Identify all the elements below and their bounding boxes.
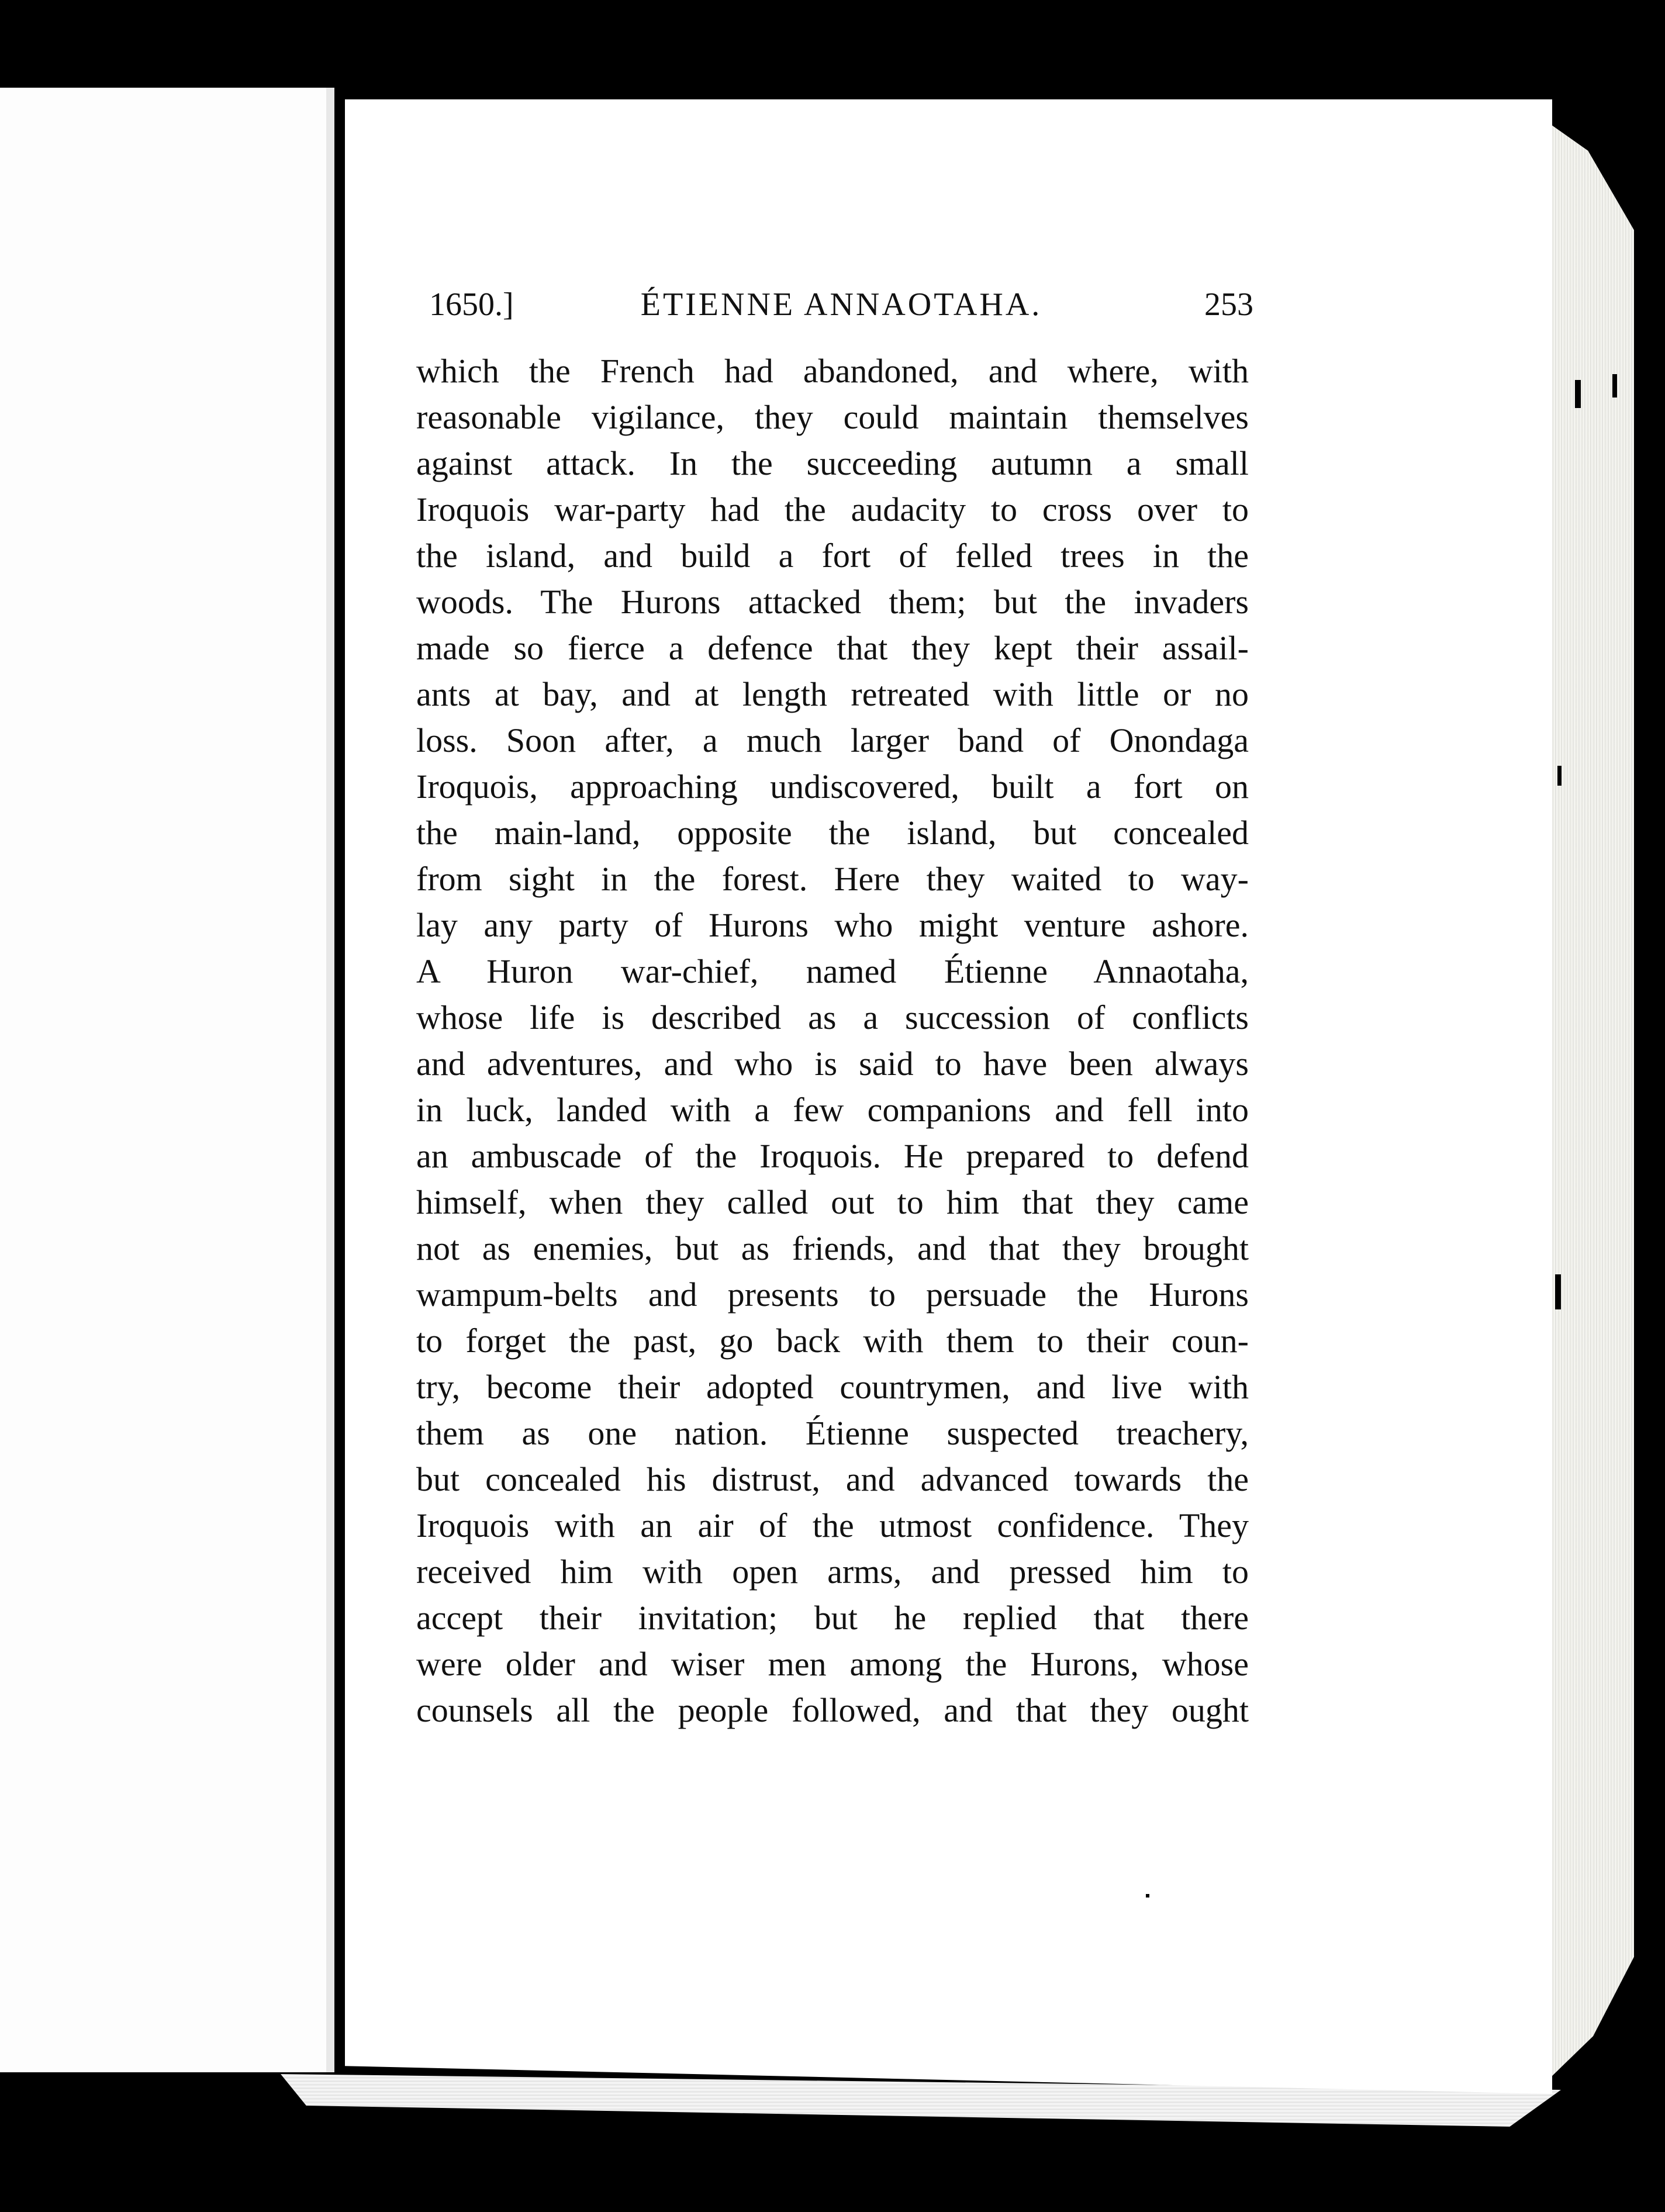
body-text-line: the island, and build a fort of felled trees in the — [416, 537, 1249, 575]
body-text-line: and adventures, and who is said to have been always — [416, 1045, 1249, 1083]
body-text-line: wampum-belts and presents to persuade the Hurons — [416, 1276, 1249, 1314]
chapter-title: ÉTIENNE ANNAOTAHA. — [640, 286, 1042, 323]
scan-speck — [1575, 380, 1581, 408]
page-number: 253 — [1204, 286, 1253, 323]
body-text-line: from sight in the forest. Here they waited to way- — [416, 860, 1249, 898]
scan-speck — [1557, 766, 1562, 786]
running-head — [429, 284, 1253, 325]
body-text-line: whose life is described as a succession of conflicts — [416, 998, 1249, 1036]
body-text-line: Iroquois, approaching undiscovered, built a fort on — [416, 768, 1249, 806]
body-text-line: received him with open arms, and pressed him to — [416, 1553, 1249, 1591]
body-text-line: counsels all the people followed, and that they ought — [416, 1691, 1249, 1729]
body-text-line: made so fierce a defence that they kept their assail- — [416, 629, 1249, 667]
running-head-date: 1650.] — [429, 286, 514, 323]
body-text-line: but concealed his distrust, and advanced towards the — [416, 1460, 1249, 1498]
body-text-line: lay any party of Hurons who might venture ashore. — [416, 906, 1249, 944]
body-text-line: loss. Soon after, a much larger band of Onondaga — [416, 721, 1249, 759]
body-text-line: try, become their adopted countrymen, and live with — [416, 1368, 1249, 1406]
body-text-line: against attack. In the succeeding autumn a small — [416, 444, 1249, 482]
body-text-line: them as one nation. Étienne suspected treachery, — [416, 1414, 1249, 1452]
body-text-line: which the French had abandoned, and where, with — [416, 352, 1249, 390]
scan-speck — [1146, 1894, 1149, 1898]
body-text-line: were older and wiser men among the Hurons, whose — [416, 1645, 1249, 1683]
body-text-line: accept their invitation; but he replied that there — [416, 1599, 1249, 1637]
scan-speck — [1555, 1274, 1561, 1309]
body-text-line: himself, when they called out to him that they came — [416, 1183, 1249, 1221]
body-text — [416, 348, 1249, 1733]
body-text-line: A Huron war-chief, named Étienne Annaotaha, — [416, 952, 1249, 990]
body-text-line: Iroquois war-party had the audacity to cross over to — [416, 490, 1249, 528]
body-text-line: reasonable vigilance, they could maintain themselves — [416, 398, 1249, 436]
body-text-line: woods. The Hurons attacked them; but the invaders — [416, 583, 1249, 621]
body-text-line: ants at bay, and at length retreated with little or no — [416, 675, 1249, 713]
scan-speck — [1612, 374, 1617, 398]
left-page — [0, 88, 334, 2072]
body-text-line: an ambuscade of the Iroquois. He prepared to defend — [416, 1137, 1249, 1175]
body-text-line: the main-land, opposite the island, but concealed — [416, 814, 1249, 852]
body-text-line: in luck, landed with a few companions and fell into — [416, 1091, 1249, 1129]
body-text-line: Iroquois with an air of the utmost confidence. They — [416, 1506, 1249, 1544]
body-text-line: to forget the past, go back with them to their coun- — [416, 1322, 1249, 1360]
body-text-line: not as enemies, but as friends, and that they brought — [416, 1229, 1249, 1267]
